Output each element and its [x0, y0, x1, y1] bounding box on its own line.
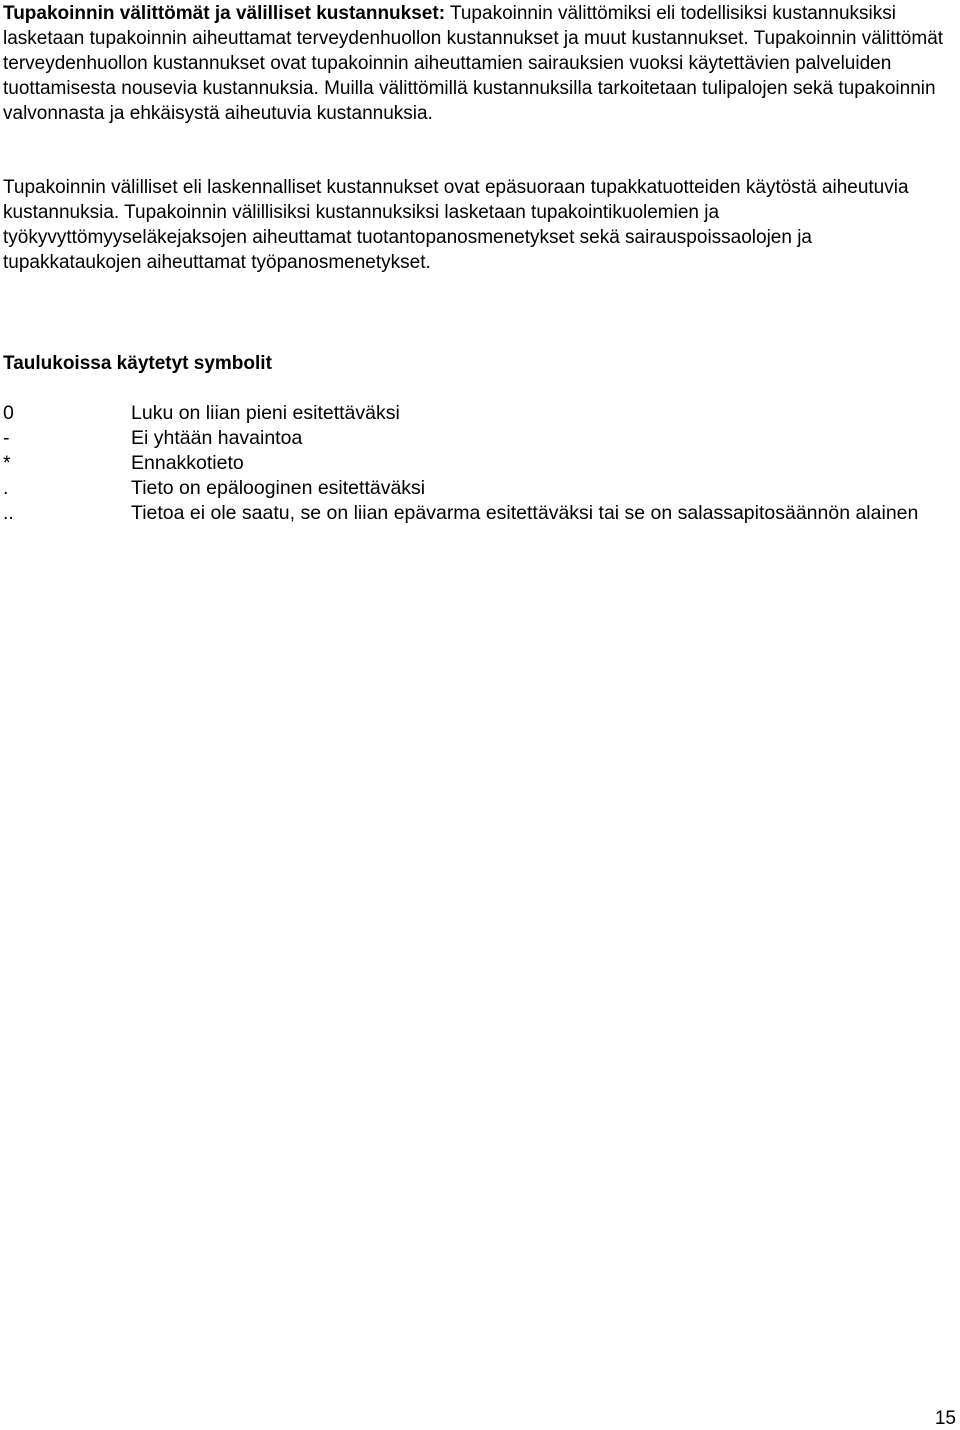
symbol-char: .. — [3, 502, 14, 524]
costs-paragraph — [3, 1, 955, 126]
symbol-char: - — [3, 427, 10, 449]
symbol-row — [3, 451, 955, 476]
symbol-description: Tietoa ei ole saatu, se on liian epävarma esitettäväksi tai se on salassapitosäännön alainen — [131, 502, 919, 524]
indirect-costs-paragraph: Tupakoinnin välilliset eli laskennalliset kustannukset ovat epäsuoraan tupakkatuotteiden käytöstä aiheutuvia kustannuksia. Tupakoinnin välillisiksi kustannuksiksi lasketaan tupakointikuolemien ja työkyvyttömyyseläkejaksojen aiheuttamat tuotantopanosmenetykset sekä sairauspoissaolojen ja tupakkataukojen aiheuttamat työpanosmenetykset. — [3, 177, 909, 273]
symbol-description: Ei yhtään havaintoa — [131, 427, 303, 449]
symbol-char: . — [3, 477, 9, 499]
symbol-row — [3, 476, 955, 501]
symbols-list — [3, 401, 955, 526]
symbol-char: 0 — [3, 402, 14, 424]
symbol-description: Luku on liian pieni esitettäväksi — [131, 402, 400, 424]
costs-lead-heading: Tupakoinnin välittömät ja välilliset kustannukset: — [3, 3, 446, 24]
symbol-row — [3, 501, 955, 526]
symbol-row — [3, 426, 955, 451]
symbol-description: Tieto on epälooginen esitettäväksi — [131, 477, 426, 499]
costs-paragraph-text: Tupakoinnin välittömiksi eli todellisiksi kustannuksiksi lasketaan tupakoinnin aiheuttamat terveydenhuollon kustannukset ja muut kustannukset. Tupakoinnin välittömät terveydenhuollon kustannukset ovat tupakoinnin aiheuttamien sairauksien vuoksi käytettävien palveluiden tuottamisesta nousevia kustannuksia. Muilla välittömillä kustannuksilla tarkoitetaan tulipalojen sekä tupakoinnin valvonnasta ja ehkäisystä aiheutuvia kustannuksia. — [3, 3, 944, 124]
symbols-heading: Taulukoissa käytetyt symbolit — [3, 353, 272, 374]
symbol-char: * — [3, 452, 11, 474]
page-number: 15 — [934, 1408, 956, 1429]
symbol-description: Ennakkotieto — [131, 452, 244, 474]
symbol-row — [3, 401, 955, 426]
